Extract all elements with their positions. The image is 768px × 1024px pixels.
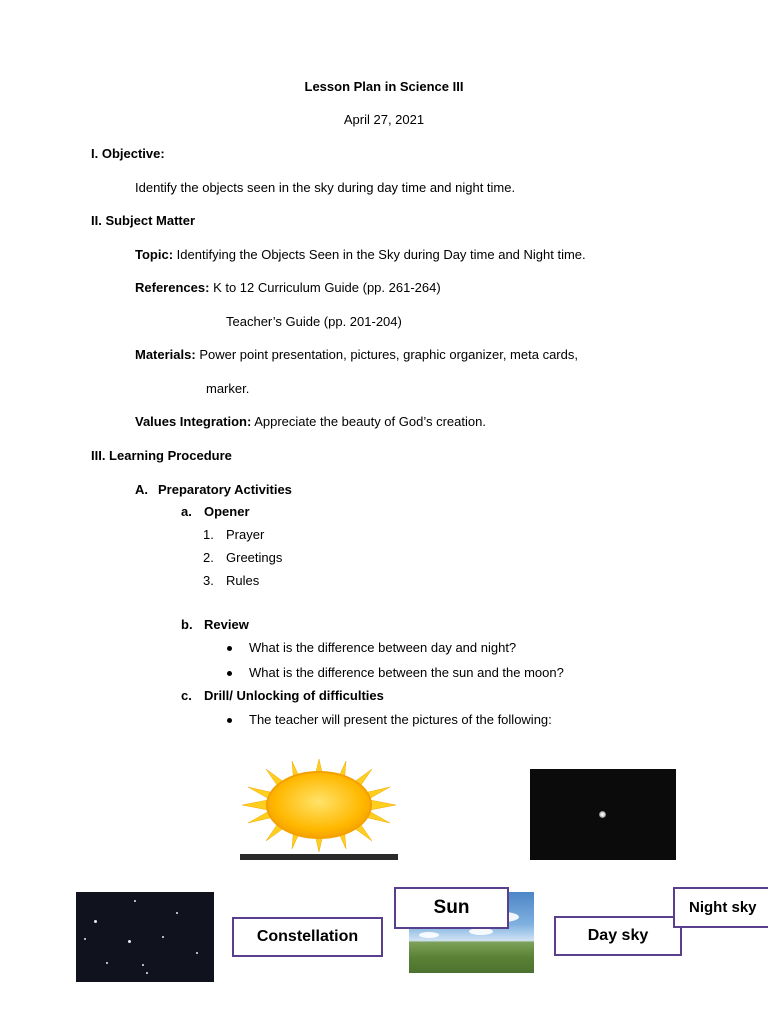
sun-picture xyxy=(238,757,400,860)
references-value: K to 12 Curriculum Guide (pp. 261-264) xyxy=(213,280,441,295)
values-integration-label: Values Integration: xyxy=(135,414,252,429)
opener-item: Greetings xyxy=(226,550,283,565)
star-icon xyxy=(106,962,108,964)
star-icon xyxy=(142,964,144,966)
meta-card-night-sky-label: Night sky xyxy=(689,899,757,916)
topic-line xyxy=(135,247,586,263)
opener-marker: a. xyxy=(181,504,192,519)
subject-matter-heading: II. Subject Matter xyxy=(91,213,196,228)
star-icon xyxy=(128,940,131,943)
references-value-2: Teacher’s Guide (pp. 201-204) xyxy=(226,314,402,329)
preparatory-activities-marker: A. xyxy=(135,482,148,497)
night-sky-picture xyxy=(530,769,676,860)
lesson-date: April 27, 2021 xyxy=(343,112,425,127)
meta-card-day-sky-label: Day sky xyxy=(587,927,649,944)
materials-value: Power point presentation, pictures, graphic organizer, meta cards, xyxy=(199,347,578,362)
objective-text: Identify the objects seen in the sky during day time and night time. xyxy=(135,180,516,195)
star-icon xyxy=(599,811,606,818)
bullet-icon xyxy=(227,646,232,651)
materials-line xyxy=(135,347,578,363)
opener-heading: Opener xyxy=(204,504,250,519)
star-icon xyxy=(84,938,86,940)
sun-icon xyxy=(238,757,400,854)
meta-card-sun xyxy=(394,887,509,929)
values-integration-value: Appreciate the beauty of God’s creation. xyxy=(254,414,486,429)
opener-item: Prayer xyxy=(226,527,265,542)
opener-item: Rules xyxy=(226,573,260,588)
topic-value: Identifying the Objects Seen in the Sky during Day time and Night time. xyxy=(176,247,586,262)
constellation-picture xyxy=(76,892,214,982)
meta-card-sun-label: Sun xyxy=(433,897,470,918)
drill-heading: Drill/ Unlocking of difficulties xyxy=(204,688,384,703)
materials-label: Materials: xyxy=(135,347,196,362)
star-icon xyxy=(146,972,148,974)
drill-marker: c. xyxy=(181,688,192,703)
page-title: Lesson Plan in Science III xyxy=(304,79,464,94)
star-icon xyxy=(94,920,97,923)
review-heading: Review xyxy=(204,617,249,632)
cloud-icon xyxy=(419,932,439,938)
preparatory-activities-heading: Preparatory Activities xyxy=(158,482,292,497)
learning-procedure-heading: III. Learning Procedure xyxy=(91,448,232,463)
bullet-icon xyxy=(227,671,232,676)
materials-value-2: marker. xyxy=(206,381,250,396)
review-marker: b. xyxy=(181,617,193,632)
objective-heading: I. Objective: xyxy=(91,146,165,161)
meta-card-night-sky xyxy=(673,887,768,928)
drill-item: The teacher will present the pictures of the following: xyxy=(249,712,552,727)
meta-card-constellation xyxy=(232,917,383,957)
references-label: References: xyxy=(135,280,210,295)
meta-card-constellation-label: Constellation xyxy=(256,928,359,945)
star-icon xyxy=(196,952,198,954)
star-icon xyxy=(176,912,178,914)
image-watermark-strip xyxy=(240,854,398,860)
review-item: What is the difference between day and night? xyxy=(249,640,517,655)
bullet-icon xyxy=(227,718,232,723)
star-icon xyxy=(162,936,164,938)
references-line xyxy=(135,280,441,296)
opener-item-number: 2. xyxy=(203,550,214,565)
opener-item-number: 3. xyxy=(203,573,214,588)
review-item: What is the difference between the sun and the moon? xyxy=(249,665,564,680)
meta-card-day-sky xyxy=(554,916,682,956)
star-icon xyxy=(134,900,136,902)
cloud-icon xyxy=(469,928,493,935)
topic-label: Topic: xyxy=(135,247,174,262)
values-integration-line xyxy=(135,414,486,430)
opener-item-number: 1. xyxy=(203,527,214,542)
